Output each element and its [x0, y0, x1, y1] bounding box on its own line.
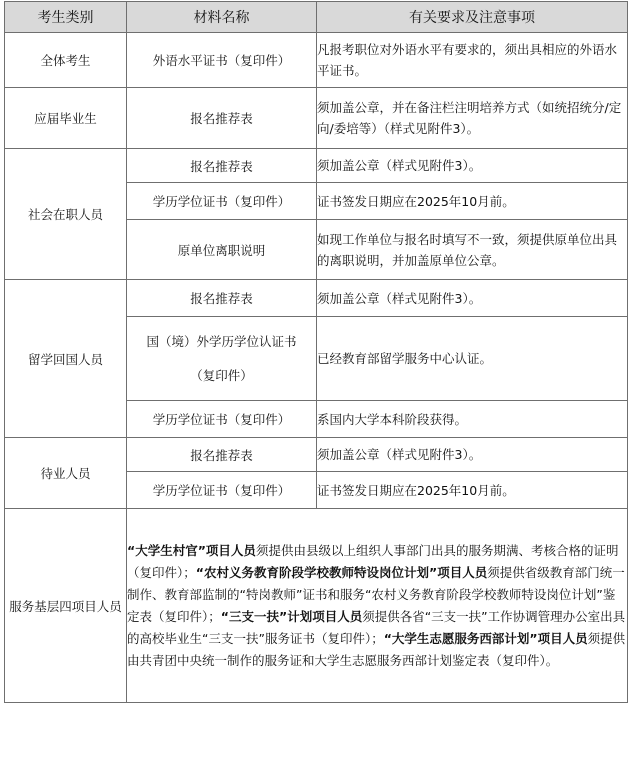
category-cell: 应届毕业生	[5, 88, 127, 149]
service-project-name: “大学生志愿服务西部计划”项目人员	[383, 630, 588, 646]
material-cell: 报名推荐表	[127, 88, 317, 149]
service-project-requirement: 须提供由共青团中央统一制作的服务证和大学生志愿服务西部计划鉴定表（复印件）。	[127, 630, 626, 668]
table-row	[5, 509, 628, 703]
material-cell: 学历学位证书（复印件）	[127, 183, 317, 220]
header-category: 考生类别	[5, 2, 127, 33]
service-project-name: “大学生村官”项目人员	[127, 542, 256, 558]
requirement-cell: 凡报考职位对外语水平有要求的，须出具相应的外语水平证书。	[317, 33, 628, 88]
material-cell: 外语水平证书（复印件）	[127, 33, 317, 88]
service-project-name: “三支一扶”计划项目人员	[220, 608, 363, 624]
category-cell: 全体考生	[5, 33, 127, 88]
requirement-cell: 证书签发日期应在2025年10月前。	[317, 183, 628, 220]
requirement-cell: 须加盖公章（样式见附件3）。	[317, 149, 628, 183]
header-material: 材料名称	[127, 2, 317, 33]
requirement-cell: 证书签发日期应在2025年10月前。	[317, 472, 628, 509]
table-row	[5, 33, 628, 88]
requirement-cell: 如现工作单位与报名时填写不一致，须提供原单位出具的离职说明，并加盖原单位公章。	[317, 220, 628, 280]
requirement-cell: 须加盖公章（样式见附件3）。	[317, 280, 628, 317]
material-cell: 学历学位证书（复印件）	[127, 472, 317, 509]
material-cell: 学历学位证书（复印件）	[127, 401, 317, 438]
category-cell: 社会在职人员	[5, 149, 127, 280]
service-requirement-cell	[127, 509, 628, 703]
requirement-cell: 须加盖公章（样式见附件3）。	[317, 438, 628, 472]
materials-table	[4, 1, 628, 703]
material-cell: 报名推荐表	[127, 438, 317, 472]
header-row	[5, 2, 628, 33]
material-cell: 报名推荐表	[127, 149, 317, 183]
table-row	[5, 149, 628, 183]
table-row	[5, 280, 628, 317]
material-cell: 原单位离职说明	[127, 220, 317, 280]
category-cell: 待业人员	[5, 438, 127, 509]
table-row	[5, 438, 628, 472]
table-row	[5, 88, 628, 149]
category-cell: 服务基层四项目人员	[5, 509, 127, 703]
service-project-requirement: 须提供省级教育部门统一制作、教育部监制的“特岗教师”证书和服务“农村义务教育阶段学校教师特设岗位计划”鉴定表（复印件）；	[127, 564, 625, 624]
material-line: （复印件）	[190, 367, 253, 383]
service-project-requirement: 须提供各省“三支一扶”工作协调管理办公室出具的高校毕业生“三支一扶”服务证书（复印件）；	[127, 608, 626, 646]
requirement-cell: 已经教育部留学服务中心认证。	[317, 317, 628, 401]
requirement-cell: 系国内大学本科阶段获得。	[317, 401, 628, 438]
material-cell	[127, 317, 317, 401]
requirement-cell: 须加盖公章，并在备注栏注明培养方式（如统招统分/定向/委培等）（样式见附件3）。	[317, 88, 628, 149]
material-line: 国（境）外学历学位认证书	[146, 333, 297, 349]
service-project-requirement: 须提供由县级以上组织人事部门出具的服务期满、考核合格的证明（复印件）；	[127, 542, 619, 580]
service-project-name: “农村义务教育阶段学校教师特设岗位计划”项目人员	[195, 564, 488, 580]
category-cell: 留学回国人员	[5, 280, 127, 438]
material-cell: 报名推荐表	[127, 280, 317, 317]
header-requirement: 有关要求及注意事项	[317, 2, 628, 33]
